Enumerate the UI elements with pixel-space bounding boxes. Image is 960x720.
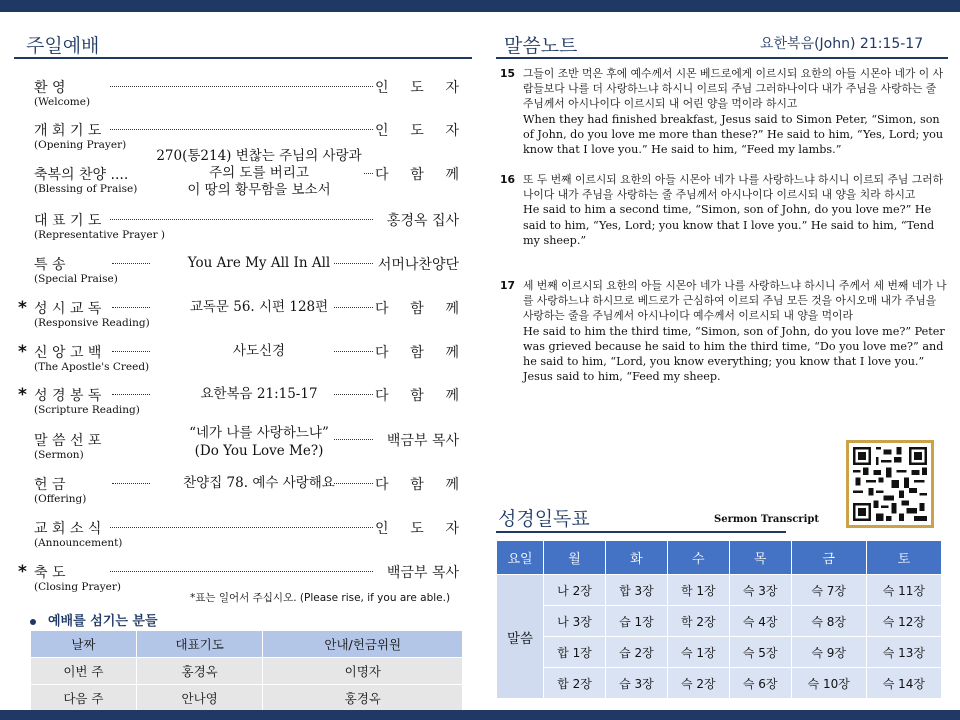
leader-dots <box>334 439 373 440</box>
item-detail-line: 이 땅의 황무함을 보소서 <box>187 182 331 198</box>
item-leader-text: 함 <box>410 388 424 404</box>
item-detail-line: 요한복음 21:15-17 <box>200 386 318 402</box>
leader-dots <box>110 219 373 220</box>
table-row <box>497 637 942 668</box>
item-leader-text: 께 <box>445 345 459 361</box>
reading-cell: 슥 9장 <box>791 637 866 668</box>
leader-dots <box>334 394 373 395</box>
reading-cell: 학 1장 <box>667 575 729 606</box>
item-leader-text: 다 <box>375 345 389 361</box>
reading-cell: 나 2장 <box>544 575 606 606</box>
servers-title <box>30 610 158 629</box>
item-detail <box>154 474 364 492</box>
verse-number: 16 <box>500 173 516 186</box>
item-leader-text: 서머나찬양단 <box>377 257 459 273</box>
reading-table <box>496 540 942 699</box>
item-leader-text: 다 <box>375 167 389 183</box>
item-detail <box>154 298 364 316</box>
item-leader <box>375 430 459 450</box>
item-detail-line: 사도신경 <box>232 343 286 359</box>
item-detail <box>154 385 364 403</box>
verse-body <box>523 66 950 157</box>
item-leader <box>375 164 459 184</box>
leader-dots <box>110 86 373 87</box>
reading-cell: 슥 1장 <box>667 637 729 668</box>
qr-code-icon[interactable] <box>846 440 934 528</box>
item-leader <box>375 518 459 538</box>
verse-korean: 또 두 번째 이르시되 요한의 아들 시몬아 네가 나를 사랑하느냐 하시니 이르되 주님 그러하나이다 내가 주님을 사랑하는 줄 주님께서 아시나이다 이르시되 내 양을 치라 하시고 <box>523 173 944 202</box>
verse-body <box>523 278 950 384</box>
worship-title-rule <box>14 57 472 59</box>
servers-cell: 다음 주 <box>31 685 137 712</box>
item-title: 말 씀 선 포 <box>34 433 102 449</box>
standing-mark: * <box>18 298 27 318</box>
servers-cell: 홍경옥 <box>263 685 463 712</box>
verse-block <box>500 172 950 248</box>
item-title: 신 앙 고 백 <box>34 345 102 361</box>
notes-title: 말씀노트 <box>504 35 578 57</box>
reading-title: 성경일독표 <box>498 508 590 530</box>
item-leader-text: 함 <box>410 477 424 493</box>
table-row <box>31 658 463 685</box>
item-english: (Blessing of Praise) <box>34 183 138 195</box>
item-leader-text: 다 <box>375 477 389 493</box>
standing-note: *표는 일어서 주십시오. (Please rise, if you are able.) <box>190 592 451 604</box>
verse-body <box>523 172 950 248</box>
item-leader-text: 도 <box>410 521 424 537</box>
item-leader <box>375 210 459 230</box>
reading-cell: 합 1장 <box>544 637 606 668</box>
reading-cell: 습 2장 <box>605 637 667 668</box>
reading-cell: 슥 12장 <box>866 606 941 637</box>
weekday-header: 목 <box>729 541 791 575</box>
reading-cell: 합 2장 <box>544 668 606 699</box>
worship-item <box>34 77 459 117</box>
item-english: (Offering) <box>34 493 87 505</box>
item-leader-text: 께 <box>445 167 459 183</box>
worship-item <box>18 385 459 425</box>
servers-header-cell: 대표기도 <box>136 631 263 658</box>
item-leader-text: 함 <box>410 167 424 183</box>
reading-cell: 습 1장 <box>605 606 667 637</box>
item-title: 헌 금 <box>34 477 66 493</box>
item-title: 축 도 <box>34 565 66 581</box>
item-leader <box>375 298 459 318</box>
top-bar <box>0 0 960 12</box>
item-english: (Sermon) <box>34 449 84 461</box>
weekday-label-header: 요일 <box>497 541 544 575</box>
worship-item <box>34 148 459 204</box>
item-english: (Closing Prayer) <box>34 581 121 593</box>
item-leader <box>375 254 459 274</box>
servers-cell: 이번 주 <box>31 658 137 685</box>
item-detail-line: 주의 도를 버리고 <box>209 165 309 181</box>
item-leader-text: 함 <box>410 301 424 317</box>
reading-cell: 슥 6장 <box>729 668 791 699</box>
item-detail-line: (Do You Love Me?) <box>194 443 324 459</box>
item-detail <box>154 148 364 199</box>
item-english: (Opening Prayer) <box>34 139 127 151</box>
verse-korean: 그들이 조반 먹은 후에 예수께서 시몬 베드로에게 이르시되 요한의 아들 시몬아 네가 이 사람들보다 나를 더 사랑하느냐 하시니 이르되 주님 그러하나이다 내가 주님을 사랑하는 줄 주님께서 아시나이다 이르시되 내 어린 양을 먹이라 하시고 <box>523 67 944 111</box>
leader-dots <box>112 394 150 395</box>
weekday-header: 수 <box>667 541 729 575</box>
item-english: (Responsive Reading) <box>34 317 150 329</box>
item-leader-text: 인 <box>375 521 389 537</box>
verse-number: 15 <box>500 67 516 80</box>
bottom-bar <box>0 710 960 720</box>
standing-mark: * <box>18 385 27 405</box>
reading-title-rule <box>496 531 786 533</box>
worship-item <box>18 298 459 338</box>
leader-dots <box>110 129 373 130</box>
leader-dots <box>112 351 150 352</box>
standing-mark: * <box>18 342 27 362</box>
reading-cell: 슥 11장 <box>866 575 941 606</box>
reading-cell: 슥 4장 <box>729 606 791 637</box>
item-english: (Announcement) <box>34 537 123 549</box>
item-english: (Representative Prayer ) <box>34 229 166 241</box>
worship-item <box>34 474 459 514</box>
reading-cell: 슥 7장 <box>791 575 866 606</box>
standing-mark: * <box>18 562 27 582</box>
item-english: (Special Praise) <box>34 273 118 285</box>
reading-cell: 슥 13장 <box>866 637 941 668</box>
item-title: 성 경 봉 독 <box>34 388 102 404</box>
item-title: 교 회 소 식 <box>34 521 102 537</box>
item-title: 성 시 교 독 <box>34 301 102 317</box>
item-leader-text: 도 <box>410 123 424 139</box>
leader-dots <box>112 263 150 264</box>
reading-cell: 슥 8장 <box>791 606 866 637</box>
item-title: 개 회 기 도 <box>34 123 102 139</box>
item-leader-text: 께 <box>445 388 459 404</box>
servers-title-text: 예배를 섬기는 분들 <box>48 614 158 629</box>
item-title: 축복의 찬양 .... <box>34 167 129 183</box>
item-leader-text: 인 <box>375 123 389 139</box>
item-english: (Scripture Reading) <box>34 404 140 416</box>
servers-cell: 안나영 <box>136 685 263 712</box>
leader-dots <box>334 263 373 264</box>
weekday-header: 금 <box>791 541 866 575</box>
verse-english: When they had finished breakfast, Jesus said to Simon Peter, “Simon, son of John, do you love me more than these?” He said to him, “Yes, Lord; you know that I love you.” He said to him, “Feed my lambs.” <box>523 112 944 157</box>
item-detail <box>154 254 364 272</box>
weekday-header: 화 <box>605 541 667 575</box>
reading-cell: 슥 14장 <box>866 668 941 699</box>
item-english: (The Apostle's Creed) <box>34 361 150 373</box>
reading-cell: 슥 2장 <box>667 668 729 699</box>
verse-english: He said to him a second time, “Simon, son of John, do you love me?” He said to him, “Yes, Lord; you know that I love you.” He said to him, “Tend my sheep.” <box>523 203 935 247</box>
servers-cell: 홍경옥 <box>136 658 263 685</box>
notes-title-rule <box>496 57 948 59</box>
item-leader-text: 도 <box>410 80 424 96</box>
leader-dots <box>110 571 373 572</box>
leader-dots <box>110 527 373 528</box>
item-leader-text: 백금부 목사 <box>386 433 459 449</box>
servers-header-cell: 안내/헌금위원 <box>263 631 463 658</box>
verse-english: He said to him the third time, “Simon, son of John, do you love me?” Peter was grieved because he said to him the third time, “Do you love me?” and he said to him, “Lord, you know everything; you know that I love you.” Jesus said to him, “Feed my sheep. <box>523 324 945 384</box>
item-leader <box>375 562 459 582</box>
leader-dots <box>112 483 150 484</box>
qr-caption: Sermon Transcript <box>714 514 819 525</box>
item-leader <box>375 385 459 405</box>
servers-cell: 이명자 <box>263 658 463 685</box>
worship-item <box>34 210 459 250</box>
item-detail-line: 270(통214) 변찮는 주님의 사랑과 <box>156 148 362 164</box>
item-detail-line: 찬양집 78. 예수 사랑해요 <box>183 475 335 491</box>
table-row <box>31 685 463 712</box>
item-leader <box>375 474 459 494</box>
reading-cell: 슥 10장 <box>791 668 866 699</box>
verse-block <box>500 278 950 384</box>
item-leader-text: 께 <box>445 301 459 317</box>
item-title: 환 영 <box>34 80 66 96</box>
item-english: (Welcome) <box>34 96 91 108</box>
table-row <box>497 575 942 606</box>
item-title: 대 표 기 도 <box>34 213 102 229</box>
verse-block <box>500 66 950 157</box>
scripture-reference: 요한복음(John) 21:15-17 <box>760 36 924 52</box>
item-detail-line: “네가 나를 사랑하느냐” <box>189 425 329 441</box>
reading-cell: 습 3장 <box>605 668 667 699</box>
leader-dots <box>112 307 150 308</box>
item-leader-text: 자 <box>445 123 459 139</box>
leader-dots <box>334 483 373 484</box>
verse-number: 17 <box>500 279 516 292</box>
reading-cell: 슥 3장 <box>729 575 791 606</box>
worship-item <box>34 254 459 294</box>
item-title: 특 송 <box>34 257 66 273</box>
reading-cell: 나 3장 <box>544 606 606 637</box>
item-leader <box>375 342 459 362</box>
item-detail <box>154 424 364 460</box>
servers-header-cell: 날짜 <box>31 631 137 658</box>
item-leader-text: 홍경옥 집사 <box>386 213 459 229</box>
servers-table <box>30 630 463 712</box>
item-leader-text: 백금부 목사 <box>386 565 459 581</box>
worship-item <box>34 425 459 470</box>
item-detail-line: You Are My All In All <box>187 255 331 271</box>
worship-item <box>18 342 459 382</box>
worship-title: 주일예배 <box>26 35 100 57</box>
bullet-icon <box>30 619 36 625</box>
leader-dots <box>364 173 373 174</box>
reading-cell: 합 3장 <box>605 575 667 606</box>
leader-dots <box>334 351 373 352</box>
item-detail-line: 교독문 56. 시편 128편 <box>189 299 329 315</box>
item-leader <box>375 77 459 97</box>
table-row <box>497 606 942 637</box>
item-leader-text: 자 <box>445 80 459 96</box>
item-detail <box>154 342 364 360</box>
item-leader <box>375 120 459 140</box>
leader-dots <box>334 307 373 308</box>
weekday-header: 토 <box>866 541 941 575</box>
table-row <box>497 668 942 699</box>
item-leader-text: 함 <box>410 345 424 361</box>
reading-cell: 슥 5장 <box>729 637 791 668</box>
weekday-header: 월 <box>544 541 606 575</box>
row-label-cell: 말씀 <box>497 575 544 699</box>
qr-code-graphic <box>853 447 927 521</box>
reading-cell: 학 2장 <box>667 606 729 637</box>
item-leader-text: 인 <box>375 80 389 96</box>
item-leader-text: 다 <box>375 388 389 404</box>
item-leader-text: 자 <box>445 521 459 537</box>
verse-korean: 세 번째 이르시되 요한의 아들 시몬아 네가 나를 사랑하느냐 하시니 주께서 세 번째 네가 나를 사랑하느냐 하시므로 베드로가 근심하여 이르되 주님 모든 것을 아시오매 내가 주님을 사랑하는 줄을 주님께서 아시나이다 예수께서 이르시되 내 양을 먹이라 <box>523 279 947 323</box>
item-leader-text: 다 <box>375 301 389 317</box>
worship-item <box>34 518 459 558</box>
item-leader-text: 께 <box>445 477 459 493</box>
